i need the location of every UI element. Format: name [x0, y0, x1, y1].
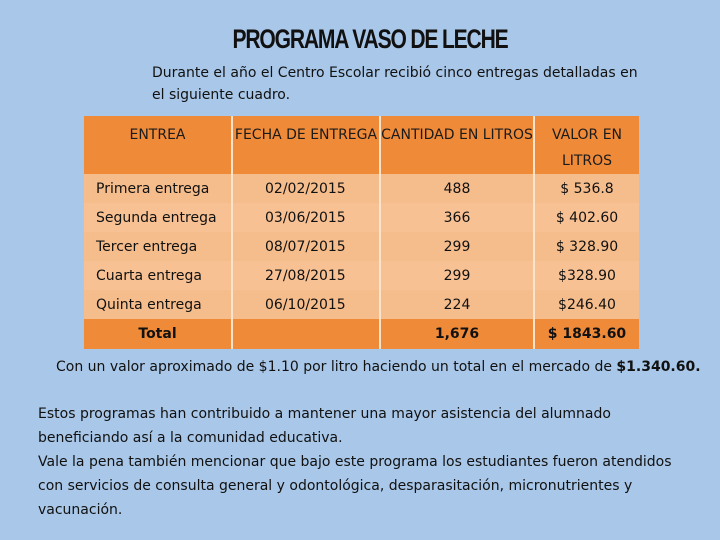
page-title: PROGRAMA VASO DE LECHE [232, 24, 508, 54]
table-total-row [84, 319, 639, 349]
price-note-amount: $1.340.60. [616, 359, 701, 375]
table-row [84, 232, 639, 261]
cell-cantidad: 224 [380, 290, 534, 319]
header-entrega: ENTREA [84, 116, 232, 174]
deliveries-table [84, 116, 639, 349]
cell-fecha: 27/08/2015 [232, 261, 380, 290]
cell-valor: $246.40 [534, 290, 639, 319]
total-fecha [232, 319, 380, 349]
header-cantidad: CANTIDAD EN LITROS [380, 116, 534, 174]
cell-valor: $ 328.90 [534, 232, 639, 261]
cell-cantidad: 366 [380, 203, 534, 232]
paragraph: Estos programas han contribuido a mantener una mayor asistencia del alumnado beneficiando así a la comunidad educativa. [38, 406, 611, 446]
cell-cantidad: 488 [380, 174, 534, 203]
cell-fecha: 02/02/2015 [232, 174, 380, 203]
cell-fecha: 06/10/2015 [232, 290, 380, 319]
table-row [84, 290, 639, 319]
cell-fecha: 03/06/2015 [232, 203, 380, 232]
cell-valor: $ 536.8 [534, 174, 639, 203]
cell-entrega: Quinta entrega [84, 290, 232, 319]
cell-entrega: Segunda entrega [84, 203, 232, 232]
cell-entrega: Cuarta entrega [84, 261, 232, 290]
cell-entrega: Tercer entrega [84, 232, 232, 261]
cell-cantidad: 299 [380, 261, 534, 290]
table-row [84, 261, 639, 290]
table-header-row [84, 116, 639, 174]
paragraph: Vale la pena también mencionar que bajo este programa los estudiantes fueron atendidos con servicios de consulta general y odontológica, desparasitación, micronutrientes y vacunación. [38, 454, 672, 518]
price-note [56, 359, 716, 375]
table-row [84, 174, 639, 203]
header-fecha: FECHA DE ENTREGA [232, 116, 380, 174]
total-litros: 1,676 [380, 319, 534, 349]
intro-text: Durante el año el Centro Escolar recibió cinco entregas detalladas en el siguiente cuadro. [152, 65, 638, 103]
body-text [38, 402, 678, 522]
cell-cantidad: 299 [380, 232, 534, 261]
cell-valor: $ 402.60 [534, 203, 639, 232]
total-valor: $ 1843.60 [534, 319, 639, 349]
cell-entrega: Primera entrega [84, 174, 232, 203]
cell-valor: $328.90 [534, 261, 639, 290]
cell-fecha: 08/07/2015 [232, 232, 380, 261]
price-note-text: Con un valor aproximado de $1.10 por litro haciendo un total en el mercado de [56, 359, 617, 375]
table-row [84, 203, 639, 232]
total-label: Total [84, 319, 232, 349]
header-valor: VALOR EN LITROS [534, 116, 639, 174]
